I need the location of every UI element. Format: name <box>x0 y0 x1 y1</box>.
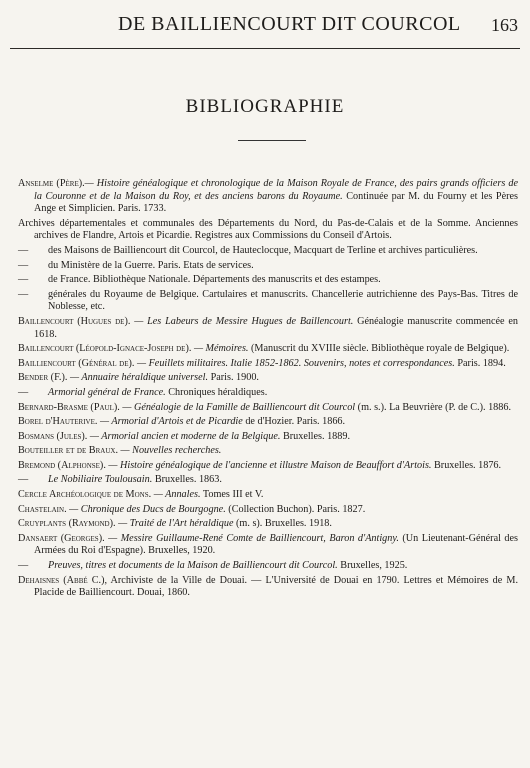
bibliography-entry <box>18 474 518 487</box>
entry-rest: du Ministère de la Guerre. Paris. Etats de services. <box>48 259 254 271</box>
ditto-dash: — <box>18 560 29 572</box>
entry-rest: générales du Royaume de Belgique. Cartulaires et manuscrits. Chancellerie autrichienne des Pays-Bas. Titres de Noblesse, etc. <box>48 288 518 313</box>
ditto-dash: — <box>18 288 29 300</box>
running-title: DE BAILLIENCOURT DIT COURCOL <box>118 13 461 35</box>
entry-author: Baillencourt (Hugues de). <box>18 315 131 327</box>
entry-author: Bosmans (Jules). <box>18 430 88 442</box>
entry-author: Dehaisnes (Abbé C.), <box>18 574 108 586</box>
entry-title: — Armorial d'Artois et de Picardie <box>97 416 243 428</box>
entry-rest: Tomes III et V. <box>200 489 264 501</box>
bibliography-entry <box>18 274 518 287</box>
entry-author: Dansaert (Georges). <box>18 532 105 544</box>
entry-rest: Bruxelles. 1889. <box>280 430 350 442</box>
bibliography-entry <box>18 445 518 458</box>
page-title: BIBLIOGRAPHIE <box>185 96 345 117</box>
entry-title: Preuves, titres et documents de la Maison de Bailliencourt dit Courcol. <box>48 560 338 572</box>
header-rule <box>10 48 520 49</box>
entry-author: Bernard-Brasme (Paul). <box>18 401 120 413</box>
entry-title: Le Nobiliaire Toulousain. <box>48 474 153 486</box>
bibliography-entry <box>18 575 518 600</box>
entry-author: Borel d'Hauterive. <box>18 416 98 428</box>
entry-title: — Armorial ancien et moderne de la Belgique. <box>87 430 281 442</box>
entry-title: — Chronique des Ducs de Bourgogne. <box>66 503 226 515</box>
entry-title: — Messire Guillaume-René Comte de Bailliencourt, Baron d'Antigny. <box>104 532 399 544</box>
entry-title: — Annales. <box>151 489 201 501</box>
entry-author: Baillencourt (Léopold-Ignace-Joseph de). <box>18 343 192 355</box>
bibliography-entry <box>18 260 518 273</box>
entry-author: Bailliencourt (Général de). <box>18 357 135 369</box>
bibliography-entry <box>18 416 518 429</box>
entry-rest: Continuée par M. du Fourny et les Pères Ange et Simplicien. Paris. 1733. <box>34 190 518 215</box>
entry-title: — Annuaire héraldique universel. <box>67 372 209 384</box>
entry-title: — Traité de l'Art héraldique <box>115 518 234 530</box>
entry-rest: (Un Lieutenant-Général des Armées du Roi d'Espagne). Bruxelles, 1920. <box>34 532 519 557</box>
ditto-dash: — <box>18 474 29 486</box>
entry-title: — Mémoires. <box>191 343 249 355</box>
entry-title: — Histoire généalogique et chronologique de la Maison Royale de France, des pairs grands officiers de la Couronne et de la Maison du Roy, et des anciens barons du Royaume. <box>34 178 518 202</box>
entry-author: Cruyplants (Raymond). <box>18 518 116 530</box>
entry-author: Cercle Archéologique de Mons. <box>18 489 152 501</box>
entry-author: Bender (F.). <box>18 372 68 384</box>
running-head <box>0 10 530 38</box>
bibliography-list <box>18 178 518 602</box>
entry-rest: Généalogie manuscrite commencée en 1618. <box>34 315 518 340</box>
bibliography-entry <box>18 358 518 371</box>
bibliography-entry <box>18 504 518 517</box>
bibliography-entry <box>18 402 518 415</box>
entry-rest: Bruxelles. 1863. <box>152 474 222 486</box>
bibliography-entry <box>18 372 518 385</box>
bibliography-entry <box>18 343 518 356</box>
entry-rest: Archives départementales et communales des Départements du Nord, du Pas-de-Calais et de la Somme. Anciennes archives de Flandre, Artois et Picardie. Registres aux Commissions du Conseil d'Artois. <box>18 217 518 242</box>
entry-title: — Généalogie de la Famille de Bailliencourt dit Courcol <box>119 401 356 413</box>
entry-title: — Histoire généalogique de l'ancienne et illustre Maison de Beauffort d'Artois. <box>105 459 432 471</box>
bibliography-entry <box>18 245 518 258</box>
entry-rest: Chroniques héraldiques. <box>165 386 268 398</box>
ditto-dash: — <box>18 386 29 398</box>
entry-rest: (m. s). Bruxelles. 1918. <box>233 518 332 530</box>
bibliography-entry <box>18 489 518 502</box>
bibliography-entry <box>18 431 518 444</box>
bibliography-entry <box>18 460 518 473</box>
entry-rest: de d'Hozier. Paris. 1866. <box>242 416 346 428</box>
entry-title: — Nouvelles recherches. <box>118 445 222 457</box>
bibliography-entry <box>18 289 518 314</box>
entry-rest: (Manuscrit du XVIIIe siècle. Bibliothèque royale de Belgique). <box>248 343 510 355</box>
entry-author: Chastelain. <box>18 503 67 515</box>
entry-rest: des Maisons de Bailliencourt dit Courcol, de Hauteclocque, Macquart de Terline et archives particulières. <box>48 244 478 256</box>
bibliography-entry <box>18 533 518 558</box>
bibliography-entry <box>18 178 518 216</box>
entry-title: Armorial général de France. <box>48 386 166 398</box>
entry-author: Bouteiller et de Braux. <box>18 445 118 457</box>
page-number: 163 <box>491 15 518 35</box>
entry-title: — Les Labeurs de Messire Hugues de Baillencourt. <box>130 315 354 327</box>
ditto-dash: — <box>18 274 29 286</box>
bibliography-entry <box>18 387 518 400</box>
entry-author: Anselme (Père). <box>18 178 85 189</box>
entry-title: — Feuillets militaires. Italie 1852-1862. Souvenirs, notes et correspondances. <box>134 357 455 369</box>
ditto-dash: — <box>18 259 29 271</box>
entry-rest: Bruxelles, 1925. <box>337 560 408 572</box>
bibliography-entry <box>18 560 518 573</box>
entry-rest: (m. s.). La Beuvrière (P. de C.). 1886. <box>355 401 512 413</box>
entry-rest: Archiviste de la Ville de Douai. — L'Université de Douai en 1790. Lettres et Mémoires de M. Placide de Bailliencourt. Douai, 1860. <box>34 574 518 599</box>
ditto-dash: — <box>18 244 29 256</box>
bibliography-entry <box>18 316 518 341</box>
title-rule <box>238 140 306 141</box>
entry-rest: Paris. 1894. <box>454 357 506 369</box>
entry-rest: (Collection Buchon). Paris. 1827. <box>225 503 366 515</box>
bibliography-entry <box>18 518 518 531</box>
entry-rest: Paris. 1900. <box>208 372 259 384</box>
bibliography-entry <box>18 218 518 243</box>
entry-rest: Bruxelles. 1876. <box>431 459 502 471</box>
entry-rest: de France. Bibliothèque Nationale. Départements des manuscrits et des estampes. <box>48 274 381 286</box>
entry-author: Bremond (Alphonse). <box>18 459 106 471</box>
